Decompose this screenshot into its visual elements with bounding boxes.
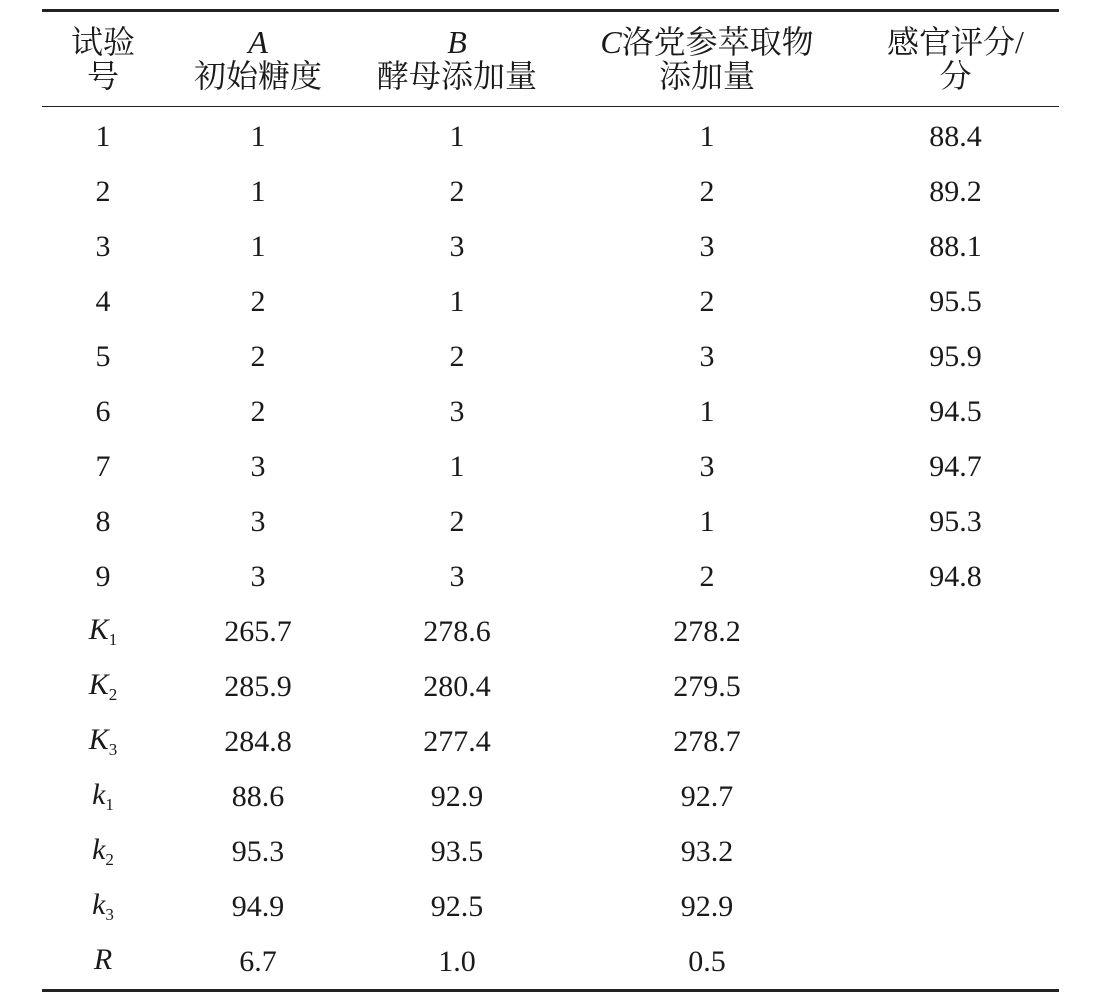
table-cell: 2: [250, 339, 266, 373]
stat-value: 280.4: [423, 669, 491, 703]
empty-cell: [852, 769, 1059, 824]
stat-symbol: k: [92, 888, 106, 921]
empty-cell: [852, 714, 1059, 769]
stat-label: [42, 824, 164, 879]
stat-value: 92.9: [430, 779, 484, 813]
stat-value: 278.2: [673, 614, 741, 648]
stat-row: [42, 824, 1059, 879]
table-cell: 94.8: [929, 559, 982, 593]
table-cell: 2: [449, 174, 465, 208]
table-row: [42, 439, 1059, 494]
table-cell: 3: [95, 229, 111, 263]
table-header: [42, 11, 1059, 107]
header-factor-b-name: 酵母添加量: [376, 58, 537, 94]
table-cell: 2: [95, 174, 111, 208]
table-row: [42, 164, 1059, 219]
table-cell: 3: [699, 339, 715, 373]
header-sensory-score-line2: 分: [939, 58, 972, 94]
table-cell: 2: [699, 284, 715, 318]
stat-value: 279.5: [673, 669, 741, 703]
header-trial-no-line2: 号: [86, 58, 119, 94]
table-cell: 3: [250, 559, 266, 593]
stat-value: 278.7: [673, 724, 741, 758]
empty-cell: [852, 604, 1059, 659]
header-row: [42, 11, 1059, 107]
stat-label: [42, 769, 164, 824]
stat-value: 277.4: [423, 724, 491, 758]
stat-row: [42, 769, 1059, 824]
header-trial-no: [42, 11, 164, 107]
stat-value: 93.2: [680, 834, 734, 868]
stat-row: [42, 879, 1059, 934]
table-cell: 2: [449, 504, 465, 538]
header-factor-a: [164, 11, 352, 107]
table-cell: 1: [250, 174, 266, 208]
table-cell: 1: [95, 119, 111, 153]
table-cell: 8: [95, 504, 111, 538]
table-row: [42, 274, 1059, 329]
table-cell: 2: [250, 284, 266, 318]
header-factor-a-letter: A: [248, 24, 268, 60]
header-factor-a-name: 初始糖度: [193, 58, 322, 94]
header-factor-c-line1: [562, 25, 852, 59]
table-cell: 89.2: [929, 174, 982, 208]
stat-symbol: K: [88, 668, 109, 701]
table-cell: 1: [699, 394, 715, 428]
stat-row: [42, 934, 1059, 991]
stat-label: [42, 934, 164, 991]
table-cell: 3: [699, 449, 715, 483]
stat-label: [42, 879, 164, 934]
orthogonal-test-table-container: [42, 9, 1059, 992]
table-cell: 3: [449, 394, 465, 428]
table-cell: 2: [699, 174, 715, 208]
table-cell: 1: [250, 119, 266, 153]
table-row: [42, 384, 1059, 439]
stat-subscript: 2: [105, 850, 114, 869]
stat-subscript: 3: [105, 905, 114, 924]
table-cell: 4: [95, 284, 111, 318]
stat-label: [42, 659, 164, 714]
stat-row: [42, 659, 1059, 714]
table-cell: 3: [250, 504, 266, 538]
table-cell: 6: [95, 394, 111, 428]
header-factor-c-line2: 添加量: [658, 58, 755, 94]
stat-value: 95.3: [231, 834, 285, 868]
orthogonal-test-table: [42, 9, 1059, 992]
table-cell: 1: [449, 119, 465, 153]
table-cell: 1: [250, 229, 266, 263]
stat-value: 1.0: [352, 934, 562, 991]
header-factor-b-letter: B: [447, 24, 467, 60]
table-cell: 95.5: [929, 284, 982, 318]
empty-cell: [852, 934, 1059, 991]
empty-cell: [852, 879, 1059, 934]
header-factor-c: [562, 11, 852, 107]
stat-value: 284.8: [224, 724, 292, 758]
table-cell: 1: [699, 119, 715, 153]
stat-value: 6.7: [164, 934, 352, 991]
table-row: [42, 329, 1059, 384]
table-cell: 95.3: [929, 504, 982, 538]
table-cell: 9: [95, 559, 111, 593]
table-cell: 2: [250, 394, 266, 428]
table-cell: 1: [449, 449, 465, 483]
table-row: [42, 494, 1059, 549]
stat-value: 265.7: [224, 614, 292, 648]
stat-subscript: 1: [105, 795, 114, 814]
table-row: [42, 107, 1059, 165]
stat-value: 285.9: [224, 669, 292, 703]
stat-value: 92.9: [680, 889, 734, 923]
table-row: [42, 219, 1059, 274]
table-cell: 5: [95, 339, 111, 373]
header-trial-no-line1: 试验: [70, 24, 135, 60]
table-cell: 88.1: [929, 229, 982, 263]
empty-cell: [852, 824, 1059, 879]
header-factor-b: [352, 11, 562, 107]
header-sensory-score-line1: 感官评分/: [887, 24, 1024, 60]
stat-symbol: k: [92, 778, 106, 811]
header-factor-c-name: 洛党参萃取物: [621, 24, 814, 60]
table-cell: 3: [449, 229, 465, 263]
stat-value: 93.5: [430, 834, 484, 868]
stat-value: 278.6: [423, 614, 491, 648]
stat-value: 94.9: [231, 889, 285, 923]
table-body: [42, 107, 1059, 991]
stat-value: 88.6: [231, 779, 285, 813]
stat-symbol: R: [93, 943, 113, 976]
header-factor-c-letter: C: [600, 24, 622, 60]
stat-row: [42, 604, 1059, 659]
stat-row: [42, 714, 1059, 769]
stat-label: [42, 714, 164, 769]
table-cell: 7: [95, 449, 111, 483]
header-sensory-score: [852, 11, 1059, 107]
stat-subscript: 1: [108, 630, 118, 649]
stat-symbol: k: [92, 833, 106, 866]
table-cell: 94.5: [929, 394, 982, 428]
table-cell: 2: [699, 559, 715, 593]
empty-cell: [852, 659, 1059, 714]
stat-subscript: 3: [108, 740, 118, 759]
table-row: [42, 549, 1059, 604]
table-cell: 1: [699, 504, 715, 538]
table-cell: 95.9: [929, 339, 982, 373]
table-cell: 3: [250, 449, 266, 483]
table-cell: 2: [449, 339, 465, 373]
stat-label: [42, 604, 164, 659]
table-cell: 3: [699, 229, 715, 263]
stat-value: 92.5: [430, 889, 484, 923]
stat-symbol: K: [88, 613, 109, 646]
table-cell: 88.4: [929, 119, 982, 153]
table-cell: 1: [449, 284, 465, 318]
table-cell: 3: [449, 559, 465, 593]
stat-subscript: 2: [108, 685, 118, 704]
stat-value: 0.5: [562, 934, 852, 991]
stat-value: 92.7: [680, 779, 734, 813]
table-cell: 94.7: [929, 449, 982, 483]
stat-symbol: K: [88, 723, 109, 756]
